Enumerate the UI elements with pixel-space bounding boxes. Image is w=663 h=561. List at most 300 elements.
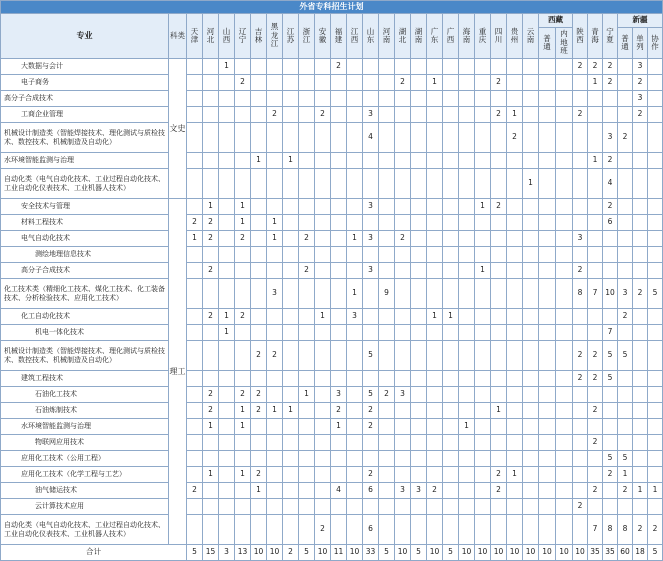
plan-count-cell — [299, 371, 315, 387]
plan-count-cell: 1 — [507, 107, 523, 123]
plan-count-cell — [251, 59, 267, 75]
plan-count-cell — [443, 499, 459, 515]
plan-count-cell — [459, 403, 475, 419]
plan-count-cell: 1 — [459, 419, 475, 435]
plan-count-cell — [379, 107, 395, 123]
plan-count-cell — [379, 169, 395, 199]
plan-count-cell: 2 — [251, 403, 267, 419]
plan-count-cell: 2 — [363, 419, 379, 435]
plan-count-cell — [299, 467, 315, 483]
plan-count-cell: 1 — [633, 483, 648, 499]
major-name: 电子商务 — [1, 75, 169, 91]
category-wenshi: 文史 — [169, 59, 187, 199]
plan-count-cell — [347, 341, 363, 371]
table-body — [1, 59, 663, 561]
plan-count-cell: 3 — [363, 263, 379, 279]
plan-count-cell — [443, 435, 459, 451]
plan-count-cell — [523, 341, 539, 371]
plan-count-cell — [507, 451, 523, 467]
plan-count-cell — [251, 247, 267, 263]
plan-count-cell — [395, 215, 411, 231]
plan-count-cell — [187, 199, 203, 215]
plan-count-cell — [459, 169, 475, 199]
plan-count-cell — [267, 387, 283, 403]
plan-count-cell — [427, 419, 443, 435]
plan-count-cell — [267, 153, 283, 169]
plan-count-cell — [411, 435, 427, 451]
plan-count-cell — [411, 341, 427, 371]
plan-count-cell — [556, 341, 573, 371]
plan-count-cell — [363, 325, 379, 341]
plan-count-cell — [299, 515, 315, 545]
plan-count-cell — [267, 123, 283, 153]
plan-count-cell — [411, 231, 427, 247]
plan-count-cell: 1 — [203, 419, 219, 435]
plan-count-cell — [443, 153, 459, 169]
plan-count-cell — [411, 387, 427, 403]
plan-count-cell — [507, 387, 523, 403]
plan-count-cell — [539, 387, 556, 403]
plan-count-cell — [648, 123, 663, 153]
plan-count-cell — [443, 341, 459, 371]
plan-count-cell: 2 — [251, 387, 267, 403]
plan-count-cell — [203, 435, 219, 451]
plan-count-cell — [299, 483, 315, 499]
plan-count-cell — [507, 499, 523, 515]
plan-count-cell: 5 — [603, 371, 618, 387]
plan-count-cell — [507, 231, 523, 247]
plan-count-cell — [331, 435, 347, 451]
plan-count-cell — [283, 199, 299, 215]
plan-count-cell — [235, 91, 251, 107]
plan-count-cell — [588, 309, 603, 325]
plan-count-cell — [395, 341, 411, 371]
plan-count-cell — [411, 279, 427, 309]
plan-count-cell — [633, 215, 648, 231]
plan-count-cell — [603, 387, 618, 403]
plan-count-cell — [491, 371, 507, 387]
plan-count-cell — [573, 403, 588, 419]
plan-count-cell — [459, 263, 475, 279]
plan-count-cell — [379, 419, 395, 435]
plan-count-cell — [556, 483, 573, 499]
plan-count-cell: 2 — [363, 467, 379, 483]
plan-count-cell — [203, 341, 219, 371]
plan-count-cell — [633, 309, 648, 325]
plan-count-cell: 3 — [395, 483, 411, 499]
plan-count-cell: 2 — [379, 387, 395, 403]
table-row — [1, 107, 663, 123]
total-cell: 33 — [363, 545, 379, 561]
plan-count-cell — [648, 247, 663, 263]
plan-count-cell — [331, 107, 347, 123]
plan-count-cell: 3 — [363, 107, 379, 123]
plan-count-cell — [588, 123, 603, 153]
plan-count-cell — [459, 467, 475, 483]
plan-count-cell — [539, 199, 556, 215]
plan-count-cell — [588, 169, 603, 199]
plan-count-cell: 3 — [347, 309, 363, 325]
total-cell: 35 — [603, 545, 618, 561]
plan-count-cell — [618, 263, 633, 279]
major-name: 石油化工技术 — [1, 387, 169, 403]
plan-count-cell: 8 — [603, 515, 618, 545]
plan-count-cell — [283, 515, 299, 545]
plan-count-cell — [491, 515, 507, 545]
plan-count-cell — [648, 199, 663, 215]
plan-count-cell: 1 — [187, 231, 203, 247]
plan-count-cell — [363, 169, 379, 199]
table-row — [1, 263, 663, 279]
plan-count-cell: 1 — [475, 263, 491, 279]
plan-count-cell — [251, 435, 267, 451]
plan-count-cell — [475, 515, 491, 545]
header-region-xizang: 西藏 — [539, 14, 573, 28]
major-name: 石油炼制技术 — [1, 403, 169, 419]
plan-count-cell — [411, 215, 427, 231]
plan-count-cell — [648, 371, 663, 387]
plan-count-cell — [395, 153, 411, 169]
plan-count-cell — [459, 515, 475, 545]
plan-count-cell: 6 — [363, 515, 379, 545]
plan-count-cell — [507, 263, 523, 279]
plan-count-cell — [187, 419, 203, 435]
plan-count-cell — [251, 215, 267, 231]
table-row — [1, 309, 663, 325]
plan-count-cell — [648, 153, 663, 169]
plan-count-cell — [363, 309, 379, 325]
plan-count-cell: 2 — [427, 483, 443, 499]
plan-count-cell — [523, 107, 539, 123]
table-row — [1, 279, 663, 309]
plan-count-cell — [539, 309, 556, 325]
header-province: 山西 — [219, 14, 235, 59]
plan-count-cell: 2 — [618, 483, 633, 499]
major-name: 机械设计制造类（智能焊接技术、理化测试与质检技术、数控技术、机械制造及自动化） — [1, 341, 169, 371]
plan-count-cell — [267, 483, 283, 499]
plan-count-cell — [633, 419, 648, 435]
total-cell: 13 — [235, 545, 251, 561]
plan-count-cell: 5 — [618, 341, 633, 371]
plan-count-cell — [331, 263, 347, 279]
plan-count-cell — [539, 341, 556, 371]
plan-count-cell — [603, 309, 618, 325]
plan-count-cell — [588, 467, 603, 483]
plan-count-cell — [395, 467, 411, 483]
plan-count-cell — [283, 247, 299, 263]
plan-count-cell — [347, 515, 363, 545]
plan-count-cell — [283, 387, 299, 403]
plan-count-cell — [491, 435, 507, 451]
plan-count-cell: 1 — [507, 467, 523, 483]
plan-count-cell — [556, 215, 573, 231]
plan-count-cell — [507, 199, 523, 215]
total-cell: 60 — [618, 545, 633, 561]
header-row-top — [1, 14, 663, 28]
plan-count-cell — [395, 403, 411, 419]
plan-count-cell: 7 — [588, 279, 603, 309]
plan-count-cell — [315, 499, 331, 515]
plan-count-cell: 3 — [633, 91, 648, 107]
plan-count-cell — [267, 515, 283, 545]
plan-count-cell: 2 — [363, 403, 379, 419]
plan-count-cell — [187, 309, 203, 325]
plan-count-cell — [379, 499, 395, 515]
plan-count-cell — [539, 263, 556, 279]
plan-count-cell — [251, 199, 267, 215]
plan-count-cell — [459, 247, 475, 263]
plan-count-cell — [443, 419, 459, 435]
plan-count-cell — [251, 107, 267, 123]
total-cell: 5 — [443, 545, 459, 561]
plan-count-cell — [411, 499, 427, 515]
plan-count-cell — [633, 325, 648, 341]
plan-count-cell — [395, 91, 411, 107]
plan-count-cell — [603, 91, 618, 107]
plan-count-cell — [588, 215, 603, 231]
plan-count-cell — [299, 451, 315, 467]
plan-count-cell — [203, 279, 219, 309]
plan-count-cell — [219, 403, 235, 419]
total-cell: 5 — [648, 545, 663, 561]
plan-count-cell — [235, 325, 251, 341]
plan-count-cell — [475, 123, 491, 153]
plan-count-cell — [618, 499, 633, 515]
plan-count-cell — [523, 247, 539, 263]
header-region-xinjiang: 新疆 — [618, 14, 663, 28]
plan-count-cell — [573, 419, 588, 435]
plan-count-cell: 2 — [491, 483, 507, 499]
plan-count-cell — [395, 499, 411, 515]
plan-count-cell — [523, 263, 539, 279]
plan-count-cell — [395, 263, 411, 279]
plan-count-cell — [347, 435, 363, 451]
plan-count-cell: 2 — [203, 231, 219, 247]
plan-count-cell — [347, 247, 363, 263]
plan-count-cell — [363, 91, 379, 107]
plan-count-cell — [219, 247, 235, 263]
plan-count-cell — [187, 387, 203, 403]
plan-count-cell — [475, 91, 491, 107]
plan-count-cell: 1 — [219, 59, 235, 75]
plan-count-cell — [347, 371, 363, 387]
plan-count-cell — [235, 341, 251, 371]
total-cell: 10 — [507, 545, 523, 561]
plan-count-cell — [556, 199, 573, 215]
plan-count-cell: 2 — [491, 75, 507, 91]
header-subcategory: 普通 — [618, 28, 633, 59]
plan-count-cell: 2 — [507, 123, 523, 153]
plan-count-cell: 2 — [618, 123, 633, 153]
plan-count-cell: 8 — [573, 279, 588, 309]
plan-count-cell — [443, 451, 459, 467]
plan-count-cell — [331, 451, 347, 467]
plan-count-cell — [219, 371, 235, 387]
plan-count-cell — [219, 435, 235, 451]
plan-count-cell — [523, 467, 539, 483]
plan-count-cell — [379, 263, 395, 279]
plan-count-cell — [523, 515, 539, 545]
plan-count-cell: 4 — [331, 483, 347, 499]
plan-count-cell — [507, 403, 523, 419]
plan-count-cell — [347, 483, 363, 499]
plan-count-cell: 1 — [283, 403, 299, 419]
plan-count-cell — [395, 371, 411, 387]
plan-count-cell — [556, 59, 573, 75]
plan-count-cell — [648, 309, 663, 325]
plan-count-cell — [443, 75, 459, 91]
plan-count-cell — [475, 75, 491, 91]
total-cell: 10 — [556, 545, 573, 561]
plan-count-cell: 2 — [633, 107, 648, 123]
plan-count-cell — [475, 483, 491, 499]
plan-count-cell — [648, 215, 663, 231]
plan-count-cell — [315, 387, 331, 403]
plan-count-cell — [219, 75, 235, 91]
plan-count-cell — [573, 247, 588, 263]
plan-count-cell — [588, 325, 603, 341]
plan-count-cell: 3 — [267, 279, 283, 309]
plan-count-cell — [283, 75, 299, 91]
plan-count-cell — [251, 123, 267, 153]
plan-count-cell — [648, 59, 663, 75]
plan-count-cell — [443, 279, 459, 309]
plan-count-cell — [235, 435, 251, 451]
plan-count-cell — [556, 75, 573, 91]
plan-count-cell — [315, 279, 331, 309]
plan-count-cell — [219, 91, 235, 107]
plan-count-cell: 3 — [573, 231, 588, 247]
total-cell: 3 — [219, 545, 235, 561]
plan-count-cell — [573, 123, 588, 153]
plan-count-cell — [491, 59, 507, 75]
plan-count-cell — [648, 91, 663, 107]
plan-count-cell — [315, 419, 331, 435]
plan-count-cell — [283, 279, 299, 309]
plan-count-cell — [633, 467, 648, 483]
plan-count-cell — [315, 169, 331, 199]
plan-count-cell: 2 — [603, 75, 618, 91]
plan-count-cell: 2 — [251, 467, 267, 483]
total-cell: 10 — [573, 545, 588, 561]
plan-count-cell — [363, 75, 379, 91]
plan-count-cell: 10 — [603, 279, 618, 309]
plan-count-cell — [588, 199, 603, 215]
total-row — [1, 545, 663, 561]
plan-count-cell — [491, 153, 507, 169]
plan-count-cell: 9 — [379, 279, 395, 309]
plan-count-cell: 2 — [203, 215, 219, 231]
plan-count-cell — [187, 247, 203, 263]
plan-count-cell — [331, 279, 347, 309]
plan-count-cell — [539, 371, 556, 387]
major-name: 安全技术与管理 — [1, 199, 169, 215]
header-subcategory: 协作 — [648, 28, 663, 59]
plan-count-cell — [459, 325, 475, 341]
plan-count-cell — [556, 499, 573, 515]
plan-count-cell — [539, 75, 556, 91]
plan-count-cell — [203, 371, 219, 387]
plan-count-cell — [219, 169, 235, 199]
plan-count-cell — [427, 153, 443, 169]
plan-count-cell — [283, 435, 299, 451]
major-name: 自动化类（电气自动化技术、工业过程自动化技术、工业自动化仪表技术、工业机器人技术） — [1, 515, 169, 545]
plan-count-cell — [427, 403, 443, 419]
plan-count-cell — [347, 263, 363, 279]
header-province: 云南 — [523, 14, 539, 59]
plan-count-cell — [251, 75, 267, 91]
plan-count-cell — [573, 435, 588, 451]
plan-count-cell: 2 — [187, 215, 203, 231]
plan-count-cell — [283, 341, 299, 371]
plan-count-cell — [523, 451, 539, 467]
plan-count-cell — [267, 325, 283, 341]
plan-count-cell — [573, 199, 588, 215]
plan-count-cell — [475, 403, 491, 419]
total-cell: 11 — [331, 545, 347, 561]
header-province: 山东 — [363, 14, 379, 59]
plan-count-cell — [573, 215, 588, 231]
plan-count-cell — [618, 75, 633, 91]
plan-count-cell — [331, 341, 347, 371]
plan-count-cell — [267, 247, 283, 263]
table-title: 外省专科招生计划 — [1, 1, 663, 14]
plan-count-cell — [395, 325, 411, 341]
plan-count-cell — [411, 153, 427, 169]
plan-count-cell: 1 — [427, 75, 443, 91]
plan-count-cell — [299, 169, 315, 199]
total-cell: 10 — [395, 545, 411, 561]
plan-count-cell — [648, 263, 663, 279]
plan-count-cell — [523, 91, 539, 107]
plan-count-cell — [556, 107, 573, 123]
plan-count-cell — [475, 499, 491, 515]
plan-count-cell — [491, 387, 507, 403]
plan-count-cell — [187, 371, 203, 387]
major-name: 建筑工程技术 — [1, 371, 169, 387]
plan-count-cell — [588, 107, 603, 123]
plan-count-cell — [219, 231, 235, 247]
plan-count-cell — [411, 59, 427, 75]
plan-count-cell — [523, 403, 539, 419]
plan-count-cell — [427, 325, 443, 341]
plan-count-cell — [523, 499, 539, 515]
plan-count-cell — [363, 59, 379, 75]
plan-count-cell — [251, 419, 267, 435]
plan-count-cell — [267, 199, 283, 215]
plan-count-cell — [475, 451, 491, 467]
total-cell: 18 — [633, 545, 648, 561]
header-subcategory: 内地班 — [556, 28, 573, 59]
header-province: 辽宁 — [235, 14, 251, 59]
plan-count-cell — [443, 59, 459, 75]
plan-count-cell — [315, 263, 331, 279]
plan-count-cell — [573, 515, 588, 545]
plan-count-cell — [648, 499, 663, 515]
plan-count-cell — [299, 499, 315, 515]
plan-count-cell — [539, 247, 556, 263]
plan-count-cell — [299, 59, 315, 75]
plan-count-cell — [618, 231, 633, 247]
plan-count-cell — [299, 75, 315, 91]
plan-count-cell — [556, 309, 573, 325]
plan-count-cell — [411, 75, 427, 91]
plan-count-cell — [539, 279, 556, 309]
plan-count-cell — [235, 263, 251, 279]
plan-count-cell — [203, 153, 219, 169]
plan-count-cell — [475, 435, 491, 451]
major-name: 应用化工技术（化学工程与工艺） — [1, 467, 169, 483]
